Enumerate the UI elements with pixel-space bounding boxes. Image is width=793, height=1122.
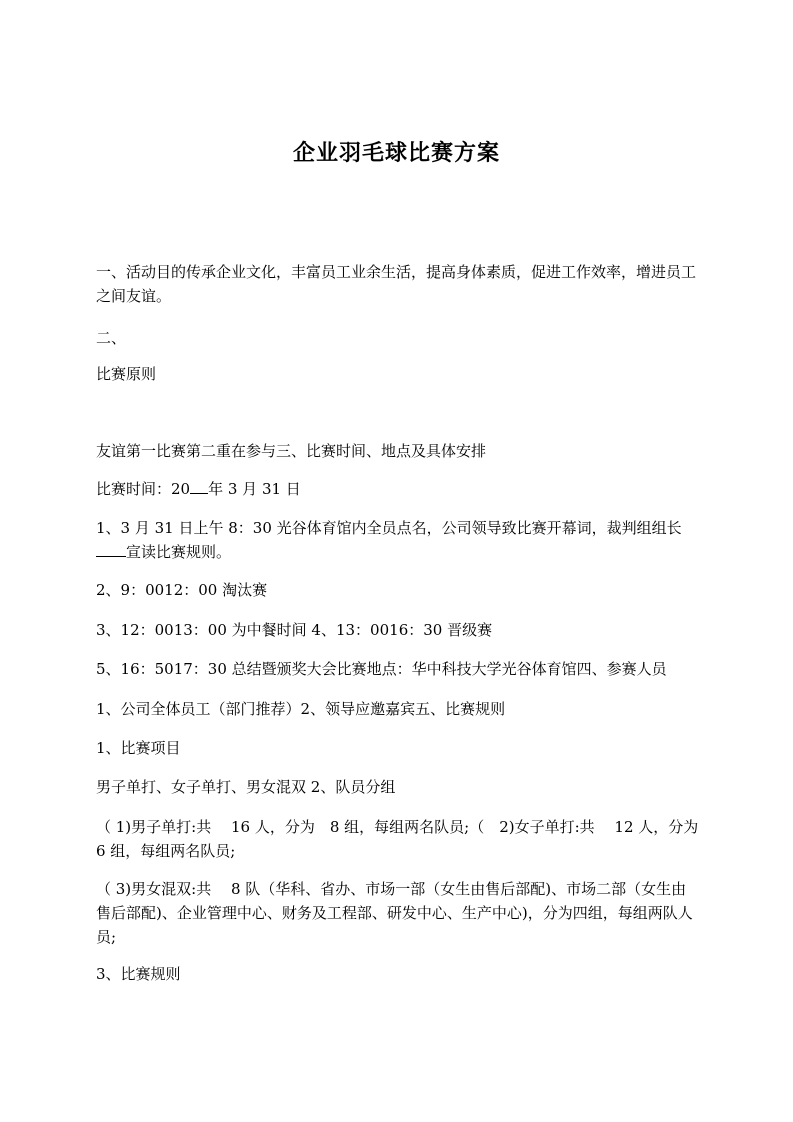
blank-underline (96, 540, 126, 557)
paragraph-purpose: 一、活动目的传承企业文化，丰富员工业余生活，提高身体素质，促进工作效率，增进员工之间友谊。 (96, 263, 697, 305)
match-date-suffix: 年 3 月 31 日 (208, 480, 301, 498)
paragraph-events-heading: 1、比赛项目 (96, 739, 181, 757)
schedule-1-text: 1、3 月 31 日上午 8：30 光谷体育馆内全员点名，公司领导致比赛开幕词，裁判组组长 (96, 519, 682, 537)
paragraph-principle-heading: 比赛原则 (96, 365, 157, 383)
paragraph-grouping-singles: （ 1)男子单打:共 16 人，分为 8 组，每组两名队员;（ 2)女子单打:共 12 人，分为 6 组，每组两名队员; (96, 818, 699, 860)
match-date-prefix: 比赛时间：20 (96, 480, 191, 498)
document-title: 企业羽毛球比赛方案 (292, 141, 500, 166)
paragraph-section-two: 二、 (96, 329, 127, 347)
paragraph-participants: 1、公司全体员工（部门推荐）2、领导应邀嘉宾五、比赛规则 (96, 700, 506, 718)
blank-underline (190, 477, 208, 494)
paragraph-events: 男子单打、女子单打、男女混双 2、队员分组 (96, 778, 396, 796)
paragraph-match-date (96, 477, 701, 501)
schedule-1-suffix: 宣读比赛规则。 (126, 543, 232, 561)
paragraph-grouping-mixed: （ 3)男女混双:共 8 队（华科、省办、市场一部（女生由售后部配)、市场二部（女生由售后部配)、企业管理中心、财务及工程部、研发中心、生产中心)，分为四组，每组两队人员; (96, 880, 693, 946)
paragraph-principle: 友谊第一比赛第二重在参与三、比赛时间、地点及具体安排 (96, 442, 487, 460)
paragraph-schedule-3: 3、12：0013：00 为中餐时间 4、13：0016：30 晋级赛 (96, 621, 493, 639)
paragraph-schedule-1 (96, 516, 701, 564)
paragraph-schedule-2: 2、9：0012：00 淘汰赛 (96, 581, 268, 599)
paragraph-rules-heading: 3、比赛规则 (96, 965, 181, 983)
paragraph-schedule-5: 5、16：5017：30 总结暨颁奖大会比赛地点：华中科技大学光谷体育馆四、参赛人员 (96, 660, 667, 678)
